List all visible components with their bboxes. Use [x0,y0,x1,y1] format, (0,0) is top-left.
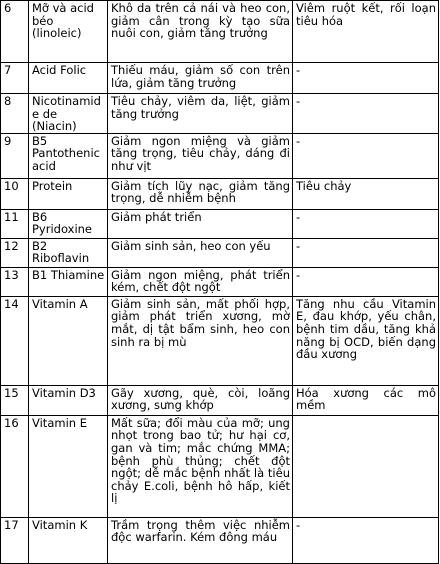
row-number: 11 [1,209,29,238]
table-row [1,178,439,209]
nutrient-name: Vitamin K [29,517,108,563]
notes: Viêm ruột kết, rối loạn tiêu hóa [293,1,439,63]
deficiency-symptoms: Gãy xương, què, còi, loãng xương, sưng khớp [108,385,293,415]
notes: - [293,238,439,267]
row-number: 13 [1,267,29,296]
table-row [1,385,439,415]
row-number: 9 [1,133,29,178]
notes: Tiêu chảy [293,178,439,209]
nutrient-name: B1 Thiamine [29,267,108,296]
table-row [1,296,439,385]
deficiency-symptoms: Giảm phát triển [108,209,293,238]
nutrient-name: B2 Riboflavin [29,238,108,267]
deficiency-symptoms: Giảm ngon miệng và giảm tăng trọng, tiêu chảy, dáng đi như vịt [108,133,293,178]
nutrient-name: Acid Folic [29,63,108,94]
deficiency-symptoms: Giảm tích lũy nạc, giảm tăng trọng, dễ nhiễm bệnh [108,178,293,209]
table-row [1,209,439,238]
notes [293,415,439,517]
notes: - [293,94,439,134]
row-number: 15 [1,385,29,415]
row-number: 6 [1,1,29,63]
nutrient-name: Vitamin D3 [29,385,108,415]
deficiency-symptoms: Thiếu máu, giảm số con trên lứa, giảm tăng trưởng [108,63,293,94]
nutrient-name: B5 Pantothenic acid [29,133,108,178]
nutrient-name: Mỡ và acid béo (linoleic) [29,1,108,63]
row-number: 12 [1,238,29,267]
nutrient-name: Protein [29,178,108,209]
deficiency-symptoms: Tiêu chảy, viêm da, liệt, giảm tăng trưởng [108,94,293,134]
deficiency-symptoms: Giảm ngon miệng, phát triển kém, chết đột ngột [108,267,293,296]
notes: Hóa xương các mô mềm [293,385,439,415]
table-row [1,238,439,267]
notes: Tăng nhu cầu Vitamin E, đau khớp, yếu chân, bệnh tim dầu, tăng khả năng bị OCD, biến dạng đầu xương [293,296,439,385]
notes: - [293,63,439,94]
deficiency-symptoms: Trầm trọng thêm việc nhiễm độc warfarin. Kém đông máu [108,517,293,563]
notes: - [293,517,439,563]
notes: - [293,209,439,238]
table-row [1,63,439,94]
notes: - [293,133,439,178]
nutrient-name: Vitamin A [29,296,108,385]
table-row [1,133,439,178]
nutrient-name: B6 Pyridoxine [29,209,108,238]
table-row [1,517,439,563]
row-number: 16 [1,415,29,517]
table-row [1,267,439,296]
row-number: 8 [1,94,29,134]
deficiency-symptoms: Giảm sinh sản, heo con yếu [108,238,293,267]
row-number: 14 [1,296,29,385]
deficiency-symptoms: Giảm sinh sản, mất phối hợp, giảm phát triển xương, mờ mắt, dị tật bẩm sinh, heo con sinh ra bị mù [108,296,293,385]
notes: - [293,267,439,296]
nutrient-name: Vitamin E [29,415,108,517]
deficiency-symptoms: Khô da trên cả nái và heo con, giảm cân trong kỳ tạo sữa nuôi con, giảm tăng trưởng [108,1,293,63]
row-number: 10 [1,178,29,209]
table-row [1,94,439,134]
table-row [1,415,439,517]
row-number: 17 [1,517,29,563]
deficiency-symptoms: Mất sữa; đổi màu của mỡ; ung nhọt trong bao tử; hư hại cơ, gan và tim; mắc chứng MMA; bệnh phù thủng; chết đột ngột; dễ mắc bệnh nhất là tiêu chảy E.coli, bệnh hô hấp, kiết lị [108,415,293,517]
nutrient-name: Nicotinamide de (Niacin) [29,94,108,134]
row-number: 7 [1,63,29,94]
table-row [1,1,439,63]
